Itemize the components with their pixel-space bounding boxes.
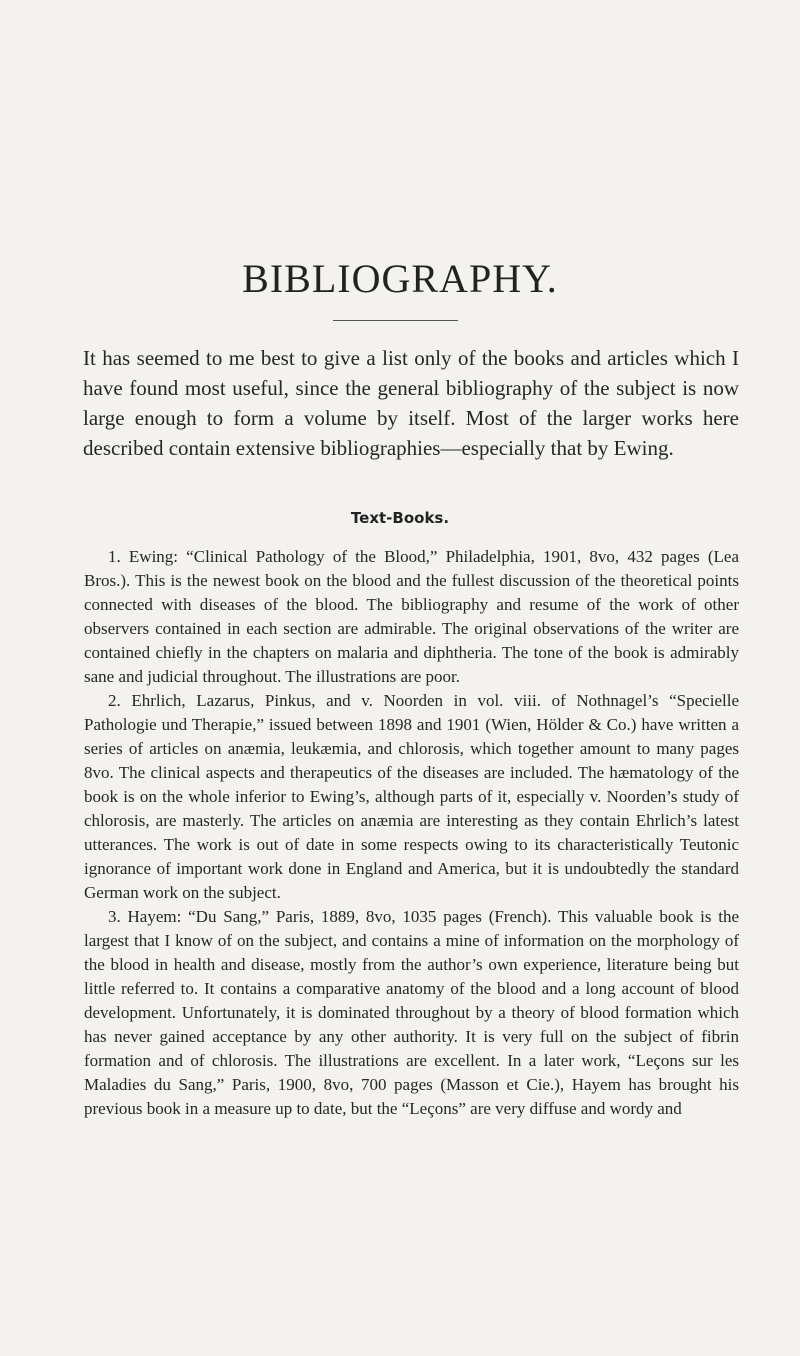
section-heading: Text-Books. [350, 509, 450, 527]
entry-2: 2. Ehrlich, Lazarus, Pinkus, and v. Noorden in vol. viii. of Nothnagel’s “Specielle Pathologie und Therapie,” issued between 1898 and 1901 (Wien, Hölder & Co.) have written a series of articles on anæmia, leukæmia, and chlorosis, which together amount to many pages 8vo. The clinical aspects and therapeutics of the diseases are included. The hæmatology of the book is on the whole inferior to Ewing’s, although parts of it, especially v. Noorden’s study of chlorosis, are masterly. The articles on anæmia are interesting as they contain Ehrlich’s latest utterances. The work is out of date in some respects owing to its characteristically Teutonic ignorance of important work done in England and America, but it is undoubtedly the standard German work on the subject. [84, 691, 739, 902]
page-title: BIBLIOGRAPHY. [242, 256, 558, 301]
entry-3: 3. Hayem: “Du Sang,” Paris, 1889, 8vo, 1035 pages (French). This valuable book is the largest that I know of on the subject, and contains a mine of information on the morphology of the blood in health and disease, mostly from the author’s own experience, literature being but little referred to. It contains a comparative anatomy of the blood and a long account of blood development. Unfortunately, it is dominated throughout by a theory of blood formation which has never gained acceptance by any other authority. It is very full on the subject of fibrin formation and of chlorosis. The illustrations are excellent. In a later work, “Leçons sur les Maladies du Sang,” Paris, 1900, 8vo, 700 pages (Masson et Cie.), Hayem has brought his previous book in a measure up to date, but the “Leçons” are very diffuse and wordy and [84, 907, 739, 1118]
entries-list [84, 545, 739, 1121]
entry-1: 1. Ewing: “Clinical Pathology of the Blood,” Philadelphia, 1901, 8vo, 432 pages (Lea Bros.). This is the newest book on the blood and the fullest discussion of the theoretical points connected with diseases of the blood. The bibliography and resume of the work of other observers contained in each section are admirable. The original observations of the writer are contained chiefly in the chapters on malaria and diphtheria. The tone of the book is admirably sane and judicial throughout. The illustrations are poor. [84, 547, 739, 686]
intro-paragraph: It has seemed to me best to give a list only of the books and articles which I have found most useful, since the general bibliography of the subject is now large enough to form a volume by itself. Most of the larger works here described contain extensive bibliographies—especially that by Ewing. [83, 346, 739, 460]
title-rule [333, 320, 458, 321]
